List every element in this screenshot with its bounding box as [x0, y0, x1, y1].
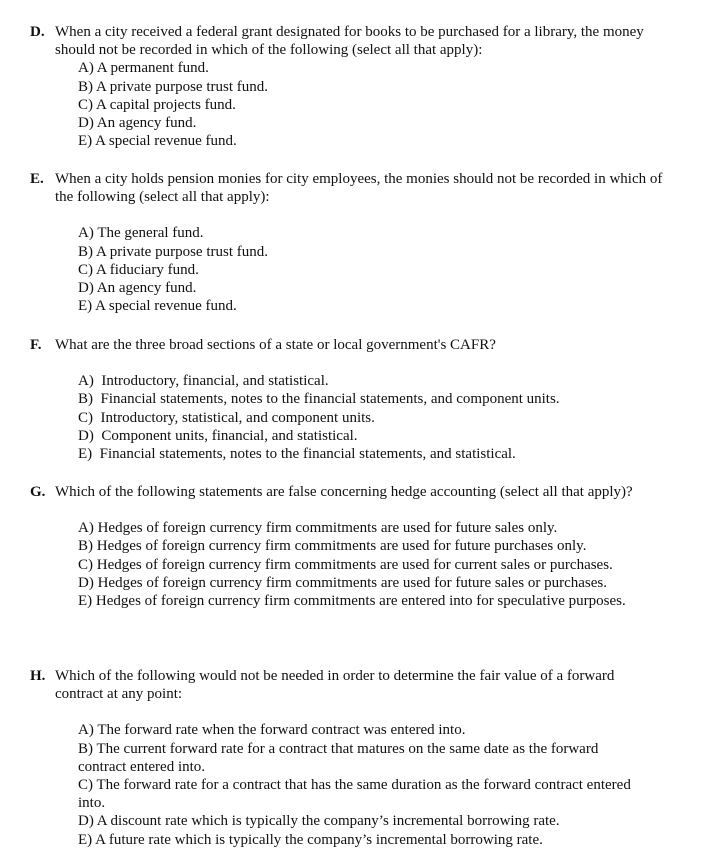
- option-item: [78, 445, 680, 463]
- option-item: [78, 812, 643, 830]
- option-text: An agency fund.: [96, 115, 197, 132]
- option-label: E): [78, 133, 93, 150]
- option-text: A special revenue fund.: [95, 298, 237, 315]
- option-label: B): [78, 538, 93, 555]
- option-label: D): [78, 574, 94, 591]
- option-item: [78, 537, 658, 555]
- option-item: [78, 721, 643, 739]
- option-item: [78, 556, 658, 574]
- option-label: C): [78, 409, 93, 426]
- option-text: Hedges of foreign currency firm commitments are used for future sales or purchases.: [97, 574, 607, 591]
- option-label: D): [78, 280, 94, 297]
- option-text: Introductory, statistical, and component units.: [100, 409, 375, 426]
- option-text: A special revenue fund.: [95, 133, 237, 150]
- option-item: [78, 776, 643, 812]
- option-text: Introductory, financial, and statistical.: [101, 373, 329, 390]
- question-d: [30, 23, 680, 150]
- option-text: The general fund.: [97, 225, 204, 242]
- option-item: [78, 409, 680, 427]
- option-text: Financial statements, notes to the financial statements, and component units.: [100, 391, 560, 408]
- option-item: [78, 372, 680, 390]
- option-label: A): [78, 60, 94, 77]
- option-list: [78, 519, 658, 610]
- option-item: [78, 390, 680, 408]
- question-letter: G.: [30, 484, 46, 500]
- option-list: [78, 224, 680, 315]
- question-text: When a city received a federal grant designated for books to be purchased for a library, the money should not be recorded in which of the following (select all that apply):: [55, 24, 644, 59]
- option-label: C): [78, 96, 93, 113]
- option-text: Financial statements, notes to the financial statements, and statistical.: [99, 446, 516, 463]
- question-text: What are the three broad sections of a state or local government's CAFR?: [55, 337, 496, 353]
- option-item: [78, 740, 643, 776]
- option-item: [78, 78, 680, 96]
- option-text: The current forward rate for a contract that matures on the same date as the forward contract entered into.: [78, 740, 599, 775]
- option-text: Hedges of foreign currency firm commitments are used for future purchases only.: [96, 538, 587, 555]
- option-item: [78, 279, 680, 297]
- option-label: A): [78, 722, 94, 739]
- option-label: B): [78, 391, 93, 408]
- option-item: [78, 297, 680, 315]
- option-label: A): [78, 520, 94, 537]
- option-label: A): [78, 225, 94, 242]
- option-label: C): [78, 556, 93, 573]
- option-list: [78, 721, 643, 848]
- option-text: Component units, financial, and statistical.: [101, 427, 358, 444]
- option-label: A): [78, 373, 94, 390]
- option-text: Hedges of foreign currency firm commitments are entered into for speculative purposes.: [95, 593, 626, 610]
- option-text: A fiduciary fund.: [95, 261, 199, 278]
- option-item: [78, 592, 658, 610]
- question-letter: H.: [30, 668, 46, 684]
- option-text: The forward rate when the forward contract was entered into.: [97, 722, 466, 739]
- option-text: A future rate which is typically the company’s incremental borrowing rate.: [95, 831, 543, 848]
- option-label: C): [78, 261, 93, 278]
- option-label: E): [78, 593, 93, 610]
- question-g: [30, 483, 680, 610]
- option-text: A permanent fund.: [96, 60, 209, 77]
- option-label: D): [78, 115, 94, 132]
- question-text: Which of the following would not be needed in order to determine the fair value of a forward contract at any point:: [55, 668, 615, 703]
- option-label: B): [78, 243, 93, 260]
- option-text: A capital projects fund.: [95, 96, 236, 113]
- option-item: [78, 243, 680, 261]
- question-letter: F.: [30, 337, 42, 353]
- question-text: Which of the following statements are false concerning hedge accounting (select all that apply)?: [55, 484, 633, 500]
- option-label: B): [78, 740, 93, 757]
- option-item: [78, 427, 680, 445]
- option-label: B): [78, 78, 93, 95]
- option-item: [78, 132, 680, 150]
- option-text: Hedges of foreign currency firm commitments are used for future sales only.: [97, 520, 558, 537]
- option-label: E): [78, 298, 93, 315]
- option-text: An agency fund.: [96, 280, 197, 297]
- option-text: The forward rate for a contract that has the same duration as the forward contract entered into.: [78, 777, 631, 812]
- option-label: D): [78, 813, 94, 830]
- question-text: When a city holds pension monies for city employees, the monies should not be recorded in which of the following (select all that apply):: [55, 171, 663, 206]
- question-letter: D.: [30, 24, 45, 40]
- option-item: [78, 261, 680, 279]
- option-item: [78, 831, 643, 849]
- option-label: E): [78, 446, 93, 463]
- option-text: A private purpose trust fund.: [95, 78, 268, 95]
- option-text: A discount rate which is typically the company’s incremental borrowing rate.: [96, 813, 560, 830]
- option-item: [78, 519, 658, 537]
- option-text: Hedges of foreign currency firm commitments are used for current sales or purchases.: [96, 556, 613, 573]
- option-list: [78, 372, 680, 463]
- question-h: [30, 667, 680, 849]
- option-item: [78, 114, 680, 132]
- option-item: [78, 59, 680, 77]
- option-item: [78, 224, 680, 242]
- option-list: [78, 59, 680, 150]
- option-label: E): [78, 831, 93, 848]
- option-text: A private purpose trust fund.: [95, 243, 268, 260]
- option-item: [78, 96, 680, 114]
- question-e: [30, 170, 680, 315]
- option-label: D): [78, 427, 94, 444]
- question-f: [30, 336, 680, 463]
- question-letter: E.: [30, 171, 44, 187]
- option-item: [78, 574, 658, 592]
- option-label: C): [78, 777, 93, 794]
